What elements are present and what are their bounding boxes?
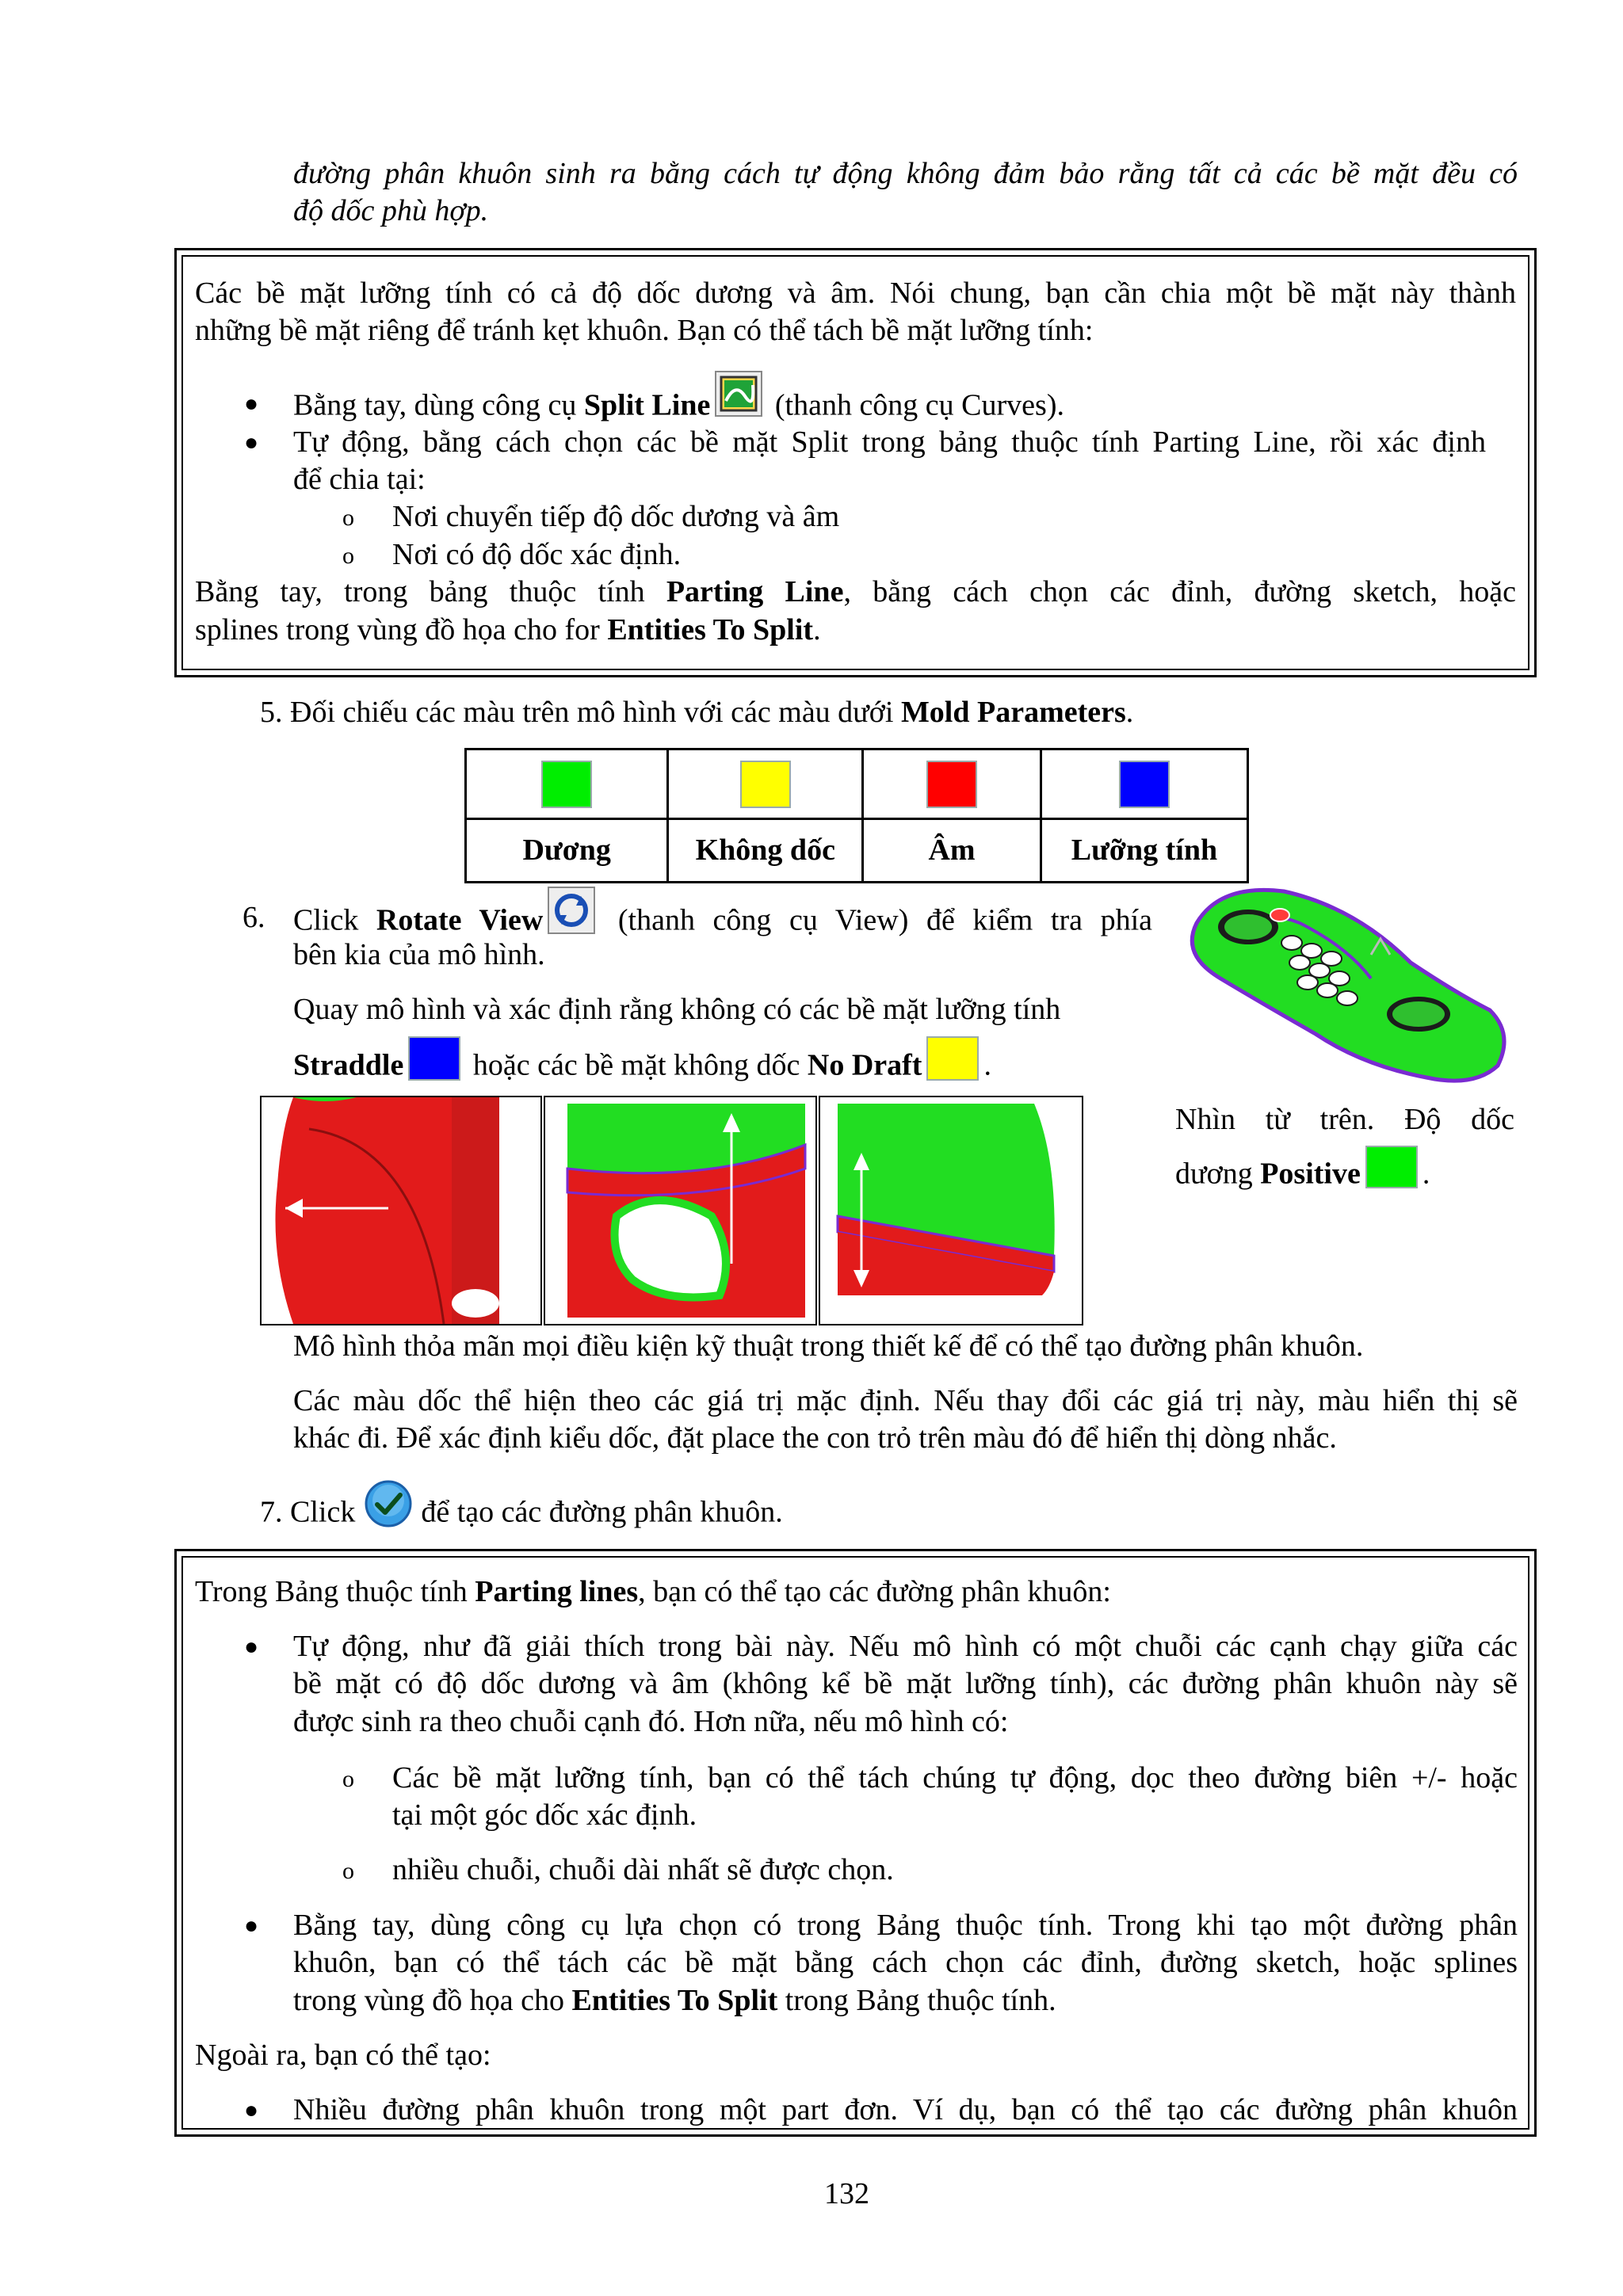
box1-para1-line1: Các bề mặt lưỡng tính có cả độ dốc dương và âm. Nói chung, bạn cần chia một bề mặt này thành [195,277,1516,310]
step-6-para2-line1: Quay mô hình và xác định rằng không có các bề mặt lưỡng tính [293,993,1061,1026]
box1-para2-line1: Bằng tay, trong bảng thuộc tính Parting Line, bằng cách chọn các đỉnh, đường sketch, hoặc [195,575,1516,608]
no-draft-swatch [926,1036,979,1081]
legend-swatch-cell [466,749,668,819]
after-images-para2-line2: khác đi. Để xác định kiểu dốc, đặt place the con trỏ trên màu đó để hiển thị dòng nhắc. [293,1421,1337,1455]
after-images-para2-line1: Các màu dốc thể hiện theo các giá trị mặc định. Nếu thay đổi các giá trị này, màu hiển thị sẽ [293,1384,1518,1417]
legend-swatch-cell [1041,749,1247,819]
split-line-icon[interactable] [715,371,762,417]
legend-swatch-cell [863,749,1041,819]
step-6-para2-line2: Straddle hoặc các bề mặt không dốc No Draft . [293,1046,991,1090]
step-6-line2: bên kia của mô hình. [293,938,545,971]
step-6-number: 6. [242,901,265,934]
detail-image-straddle-check-3 [819,1096,1083,1325]
box2-bullet1-line3: được sinh ra theo chuỗi cạnh đó. Hơn nữa, nếu mô hình có: [293,1705,1009,1738]
step-6-line1: Click Rotate View (thanh công cụ View) để kiểm tra phía [293,899,1152,947]
mold-model-top-view-image [1173,875,1515,1089]
box2-bullet2-line1: Bằng tay, dùng công cụ lựa chọn có trong Bảng thuộc tính. Trong khi tạo một đường phân [293,1909,1518,1942]
sub-bullet-circle: o [342,543,354,569]
box1-sub2: Nơi có độ dốc xác định. [392,538,682,571]
box2-bullet1-line1: Tự động, như đã giải thích trong bài này. Nếu mô hình có một chuỗi các cạnh chạy giữa các [293,1630,1518,1663]
box2-bullet1-line2: bề mặt có độ dốc dương và âm (không kể bề mặt lưỡng tính), các đường phân khuôn này sẽ [293,1667,1518,1700]
detail-image-straddle-check-2 [544,1096,817,1325]
box1-para2-line2: splines trong vùng đồ họa cho for Entities To Split. [195,613,821,646]
legend-swatch-cell [668,749,863,819]
legend-label-straddle: Lưỡng tính [1041,819,1247,883]
negative-swatch [926,761,977,808]
step-5: 5. Đối chiếu các màu trên mô hình với các màu dưới Mold Parameters. [260,696,1134,729]
page-number: 132 [824,2177,869,2210]
straddle-swatch [1119,761,1170,808]
bullet-dot: ● [244,429,259,456]
detail-image-straddle-check-1 [260,1096,542,1325]
straddle-swatch [408,1036,460,1081]
step-7: 7. Click để tạo các đường phân khuôn. [260,1489,783,1540]
sub-bullet-circle: o [342,1766,354,1792]
box2-para1: Trong Bảng thuộc tính Parting lines, bạn có thể tạo các đường phân khuôn: [195,1575,1111,1608]
box1-bullet1: Bằng tay, dùng công cụ Split Line (thanh công cụ Curves). [293,385,1064,431]
intro-line-2: độ dốc phù hợp. [293,194,489,227]
box1-bullet2-line1: Tự động, bằng cách chọn các bề mặt Split trong bảng thuộc tính Parting Line, rồi xác định [293,425,1486,459]
legend-label-no-draft: Không dốc [668,819,863,883]
ok-check-icon[interactable] [363,1478,414,1529]
bullet-dot: ● [244,2097,259,2123]
box1-sub1: Nơi chuyển tiếp độ dốc dương và âm [392,500,840,533]
box1-para1-line2: những bề mặt riêng để tránh kẹt khuôn. Bạn có thể tách bề mặt lưỡng tính: [195,314,1094,347]
box2-bullet2-line2: khuôn, bạn có thể tách các bề mặt bằng cách chọn các đỉnh, đường sketch, hoặc splines [293,1946,1518,1979]
box1-bullet2-line2: để chia tại: [293,463,426,496]
box2-sub2: nhiều chuỗi, chuỗi dài nhất sẽ được chọn. [392,1853,894,1886]
positive-swatch [1365,1146,1418,1188]
bullet-dot: ● [244,1913,259,1939]
box2-bullet3: Nhiều đường phân khuôn trong một part đơn. Ví dụ, bạn có thể tạo các đường phân khuôn [293,2093,1518,2126]
box2-sub1-line1: Các bề mặt lưỡng tính, bạn có thể tách chúng tự động, dọc theo đường biên +/- hoặc [392,1761,1518,1794]
side-caption-line2: dương Positive . [1175,1155,1430,1198]
box2-sub1-line2: tại một góc dốc xác định. [392,1798,697,1832]
legend-label-positive: Dương [466,819,668,883]
draft-color-legend [464,748,1249,883]
bullet-dot: ● [244,1634,259,1660]
legend-label-negative: Âm [863,819,1041,883]
no-draft-swatch [740,761,791,808]
sub-bullet-circle: o [342,1858,354,1884]
box2-para2: Ngoài ra, bạn có thể tạo: [195,2039,491,2072]
side-caption-line1: Nhìn từ trên. Độ dốc [1175,1103,1514,1136]
rotate-view-icon[interactable] [548,887,595,934]
sub-bullet-circle: o [342,505,354,531]
box2-bullet2-line3: trong vùng đồ họa cho Entities To Split trong Bảng thuộc tính. [293,1984,1056,2017]
intro-line-1: đường phân khuôn sinh ra bằng cách tự động không đảm bảo rằng tất cả các bề mặt đều có [293,157,1518,190]
bullet-dot: ● [244,391,259,417]
positive-swatch [541,761,592,808]
after-images-para1: Mô hình thỏa mãn mọi điều kiện kỹ thuật trong thiết kế để có thể tạo đường phân khuôn. [293,1329,1364,1363]
